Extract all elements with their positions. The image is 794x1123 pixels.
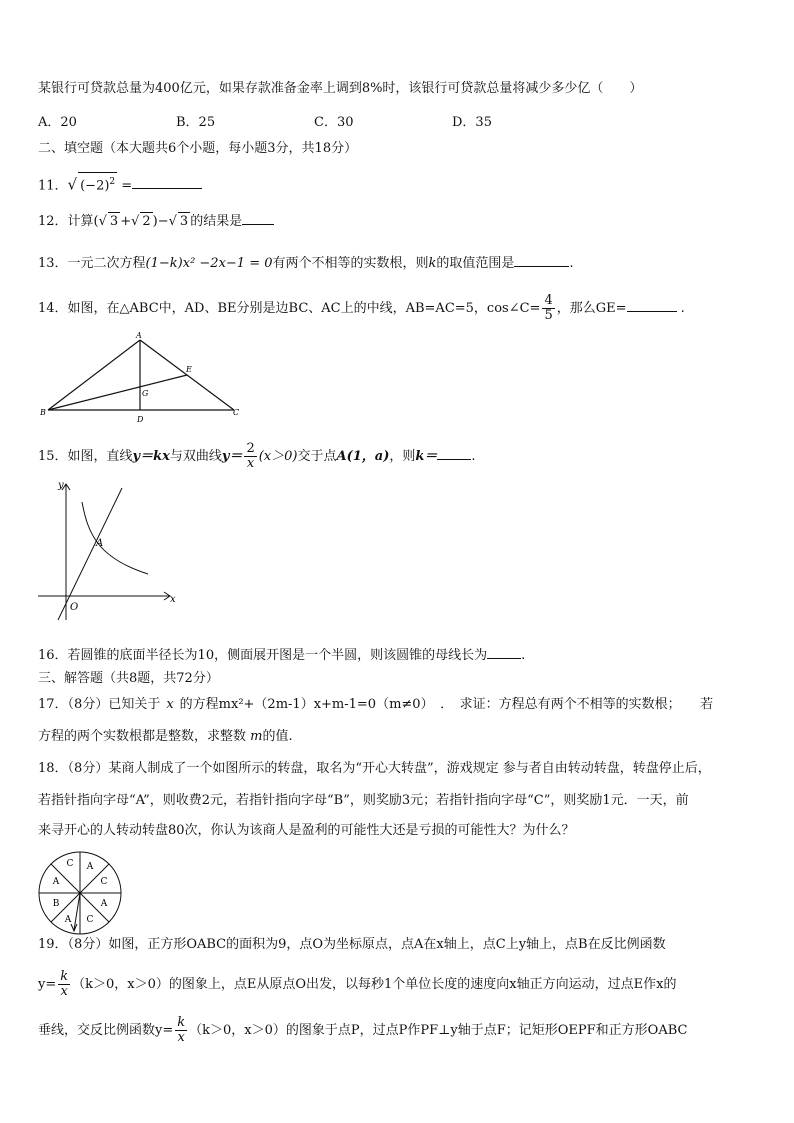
question-14: 14．如图，在△ABC中，AD、BE分别是边BC、AC上的中线，AB=AC=5，cos∠C= $\frac{4}{5}$ ，那么GE= . [38, 293, 685, 323]
sector-label: A [52, 877, 60, 887]
label-x-axis: x [170, 594, 176, 605]
sector-label: C [66, 859, 74, 869]
question-15: 15．如图，直线y＝kx与双曲线y＝ $\frac{2}{x}$ (x＞0)交于点A(1，a)，则k＝ . [38, 441, 476, 471]
answer-blank[interactable] [242, 212, 274, 225]
sector-label: A [64, 915, 72, 925]
option-d: D．35 [452, 115, 492, 130]
answer-blank[interactable] [487, 646, 521, 659]
question-19-line3: 垂线，交反比例函数y= $\frac{k}{x}$ （k＞0，x＞0）的图象于点P，过点P作PF⊥y轴于点F；记矩形OEPF和正方形OABC [38, 1015, 688, 1045]
question-18-line1: 18．（8分）某商人制成了一个如图所示的转盘，取名为“开心大转盘”，游戏规定 参与者自由转动转盘，转盘停止后， [38, 761, 711, 776]
label-g: G [142, 389, 149, 398]
label-y-axis: y [58, 480, 64, 491]
sector-label: C [86, 915, 94, 925]
label-origin: O [70, 602, 79, 613]
sector-label: A [86, 862, 94, 872]
spinner-wheel [36, 850, 124, 936]
question-13: 13．一元二次方程(1−k)x² −2x−1 = 0有两个不相等的实数根，则k的取值范围是 . [38, 256, 574, 271]
answer-blank[interactable] [514, 254, 569, 267]
sector-label: C [100, 877, 108, 887]
question-text: 某银行可贷款总量为400亿元，如果存款准备金率上调到8%时，该银行可贷款总量将减少多少亿（ ） [38, 81, 643, 96]
label-point-a: A [96, 538, 104, 549]
sector-label: B [52, 899, 60, 909]
section-title-solve: 三、解答题（共8题，共72分） [38, 671, 219, 686]
triangle-figure [36, 330, 256, 426]
section-title-fill: 二、填空题（本大题共6个小题，每小题3分，共18分） [38, 141, 358, 156]
question-19-line2: y= $\frac{k}{x}$ （k＞0，x＞0）的图象上，点E从原点O出发，以每秒1个单位长度的速度向x轴正方向运动，过点E作x的 [38, 969, 677, 999]
question-19-line1: 19．（8分）如图，正方形OABC的面积为9，点O为坐标原点，点A在x轴上，点C上y轴上，点B在反比例函数 [38, 937, 666, 952]
label-d: D [137, 415, 144, 424]
answer-blank[interactable] [437, 447, 471, 460]
answer-blank[interactable] [132, 176, 202, 189]
option-a: A．20 [38, 115, 77, 130]
question-12: 12．计算(√ 3 +√ 2 )−√ 3 的结果是 [38, 212, 764, 231]
label-b: B [40, 408, 46, 417]
answer-blank[interactable] [627, 299, 677, 312]
label-c: C [233, 408, 240, 417]
label-a: A [136, 331, 142, 340]
option-c: C．30 [314, 115, 354, 130]
question-18-line2: 若指针指向字母“A”，则收费2元，若指针指向字母“B”，则奖励3元；若指针指向字母“C”，则奖励1元．一天，前 [38, 793, 689, 808]
question-11: 11．√ $(-2)^2$ = [38, 172, 764, 195]
option-b: B．25 [176, 115, 216, 130]
question-17-line1: 17．（8分）已知关于 x 的方程mx²+（2m-1）x+m-1=0（m≠0） ． 求证：方程总有两个不相等的实数根； 若 [38, 697, 714, 712]
question-16: 16．若圆锥的底面半径长为10，侧面展开图是一个半圆，则该圆锥的母线长为 . [38, 648, 526, 663]
graph-figure [30, 474, 190, 624]
question-18-line3: 来寻开心的人转动转盘80次，你认为该商人是盈利的可能性大还是亏损的可能性大？为什么？ [38, 823, 575, 838]
label-e: E [186, 365, 192, 374]
question-17-line2: 方程的两个实数根都是整数，求整数 m的值. [38, 729, 293, 744]
sector-label: A [100, 899, 108, 909]
